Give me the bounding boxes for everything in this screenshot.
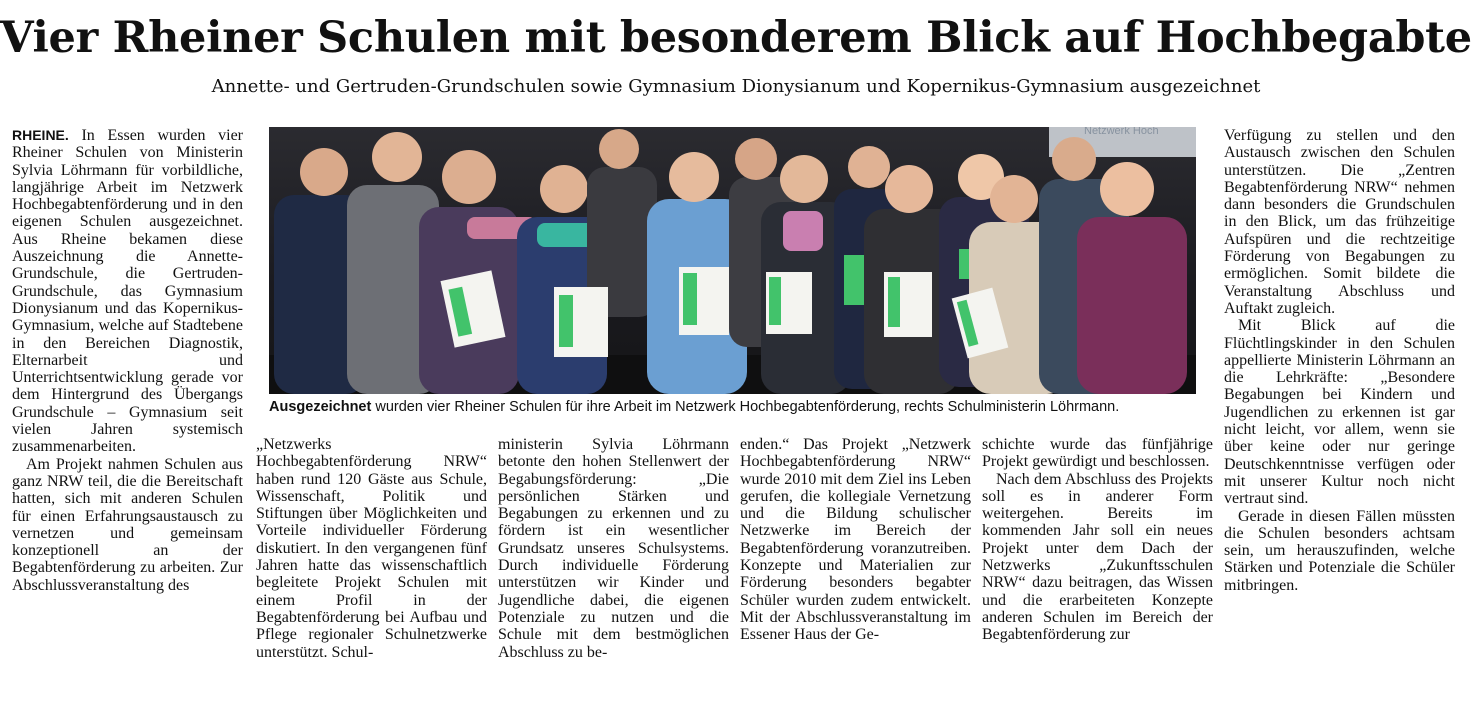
paragraph: ministerin Sylvia Löhrmann betonte den hohen Stellenwert der Begabungsförderung: „Die persönlichen Stärken und Begabungen zu erkennen und zu fördern ist ein wesentlicher Grundsatz unseres Schulsystems. Durch individuelle Förderung unterstützen wir Kinder und Jugendliche dabei, die eigenen Potenziale zu nutzen und die Schule mit dem bestmöglichen Abschluss zu be- — [498, 436, 729, 661]
article-column-1 — [12, 127, 243, 594]
backdrop-text: Netzwerk Hoch — [1084, 127, 1159, 137]
dateline: RHEINE. — [12, 127, 69, 143]
paragraph — [12, 127, 243, 456]
paragraph: enden.“ Das Projekt „Netzwerk Hochbegabtenförderung NRW“ wurde 2010 mit dem Ziel ins Leben gerufen, die kollegiale Vernetzung und die Bildung schulischer Netzwerke im Bereich der Begabtenförderung voranzutreiben. Konzepte und Materialien zur Förderung besonders begabter Schüler wurden zudem entwickelt. Mit der Abschlussveranstaltung im Essener Haus der Ge- — [740, 436, 971, 644]
photo-caption — [269, 397, 1196, 417]
article-column-2 — [256, 436, 487, 661]
paragraph: Am Projekt nahmen Schulen aus ganz NRW teil, die die Bereitschaft hatten, sich mit anderen Schulen für einen Erfahrungsaustausch zu vernetzen und gemeinsam konzeptionell an der Begabtenförderung zu arbeiten. Zur Abschlussveranstaltung des — [12, 455, 243, 594]
paragraph: Nach dem Abschluss des Projekts soll es in anderer Form weitergehen. Bereits im kommenden Jahr soll ein neues Projekt unter dem Dach der Netzwerks „Zukunftsschulen NRW“ dazu beitragen, das Wissen und die erarbeiteten Konzepte anderen Schulen im Bereich der Begabtenförderung zur — [982, 470, 1213, 644]
paragraph: Mit Blick auf die Flüchtlingskinder in den Schulen appellierte Ministerin Löhrmann an die Lehrkräfte: „Besondere Begabungen bei Kindern und Jugendlichen zu erkennen ist gar nicht leicht, vor allem, wenn sie über keine oder nur geringe Deutschkenntnisse verfügen oder mit unserer Kultur noch nicht vertraut sind. — [1224, 317, 1455, 508]
paragraph: Verfügung zu stellen und den Austausch zwischen den Schulen unterstützen. Die „Zentren Begabtenförderung NRW“ nehmen dann besonders die Grundschulen in den Blick, um das frühzeitige Aufspüren und die rechtzeitige Förderung von Begabungen zu ermöglichen. Somit bildete die Veranstaltung Abschluss und Auftakt zugleich. — [1224, 127, 1455, 317]
article-column-4 — [740, 436, 971, 644]
caption-text: wurden vier Rheiner Schulen für ihre Arbeit im Netzwerk Hochbegabtenförderung, rechts Schulministerin Löhrmann. — [375, 399, 1120, 415]
headline: Vier Rheiner Schulen mit besonderem Blick auf Hochbegabte — [0, 13, 1472, 63]
paragraph: Gerade in diesen Fällen müssten die Schulen besonders achtsam sein, um herauszufinden, welche Stärken und Potenziale die Schüler mitbringen. — [1224, 507, 1455, 594]
paragraph: „Netzwerks Hochbegabtenförderung NRW“ haben rund 120 Gäste aus Schule, Wissenschaft, Politik und Stiftungen über Möglichkeiten und Vorteile individueller Förderung diskutiert. In den vergangenen fünf Jahren hatte das wissenschaftlich begleitete Projekt Schulen mit einem Profil in der Begabtenförderung bei Aufbau und Pflege regionaler Schulnetzwerke unterstützt. Schul- — [256, 436, 487, 661]
article-column-6 — [1224, 127, 1455, 594]
subheadline: Annette- und Gertruden-Grundschulen sowie Gymnasium Dionysianum und Kopernikus-Gymnasium ausgezeichnet — [211, 76, 1261, 97]
photo-illustration — [269, 127, 1196, 394]
paragraph: schichte wurde das fünfjährige Projekt gewürdigt und beschlossen. — [982, 436, 1213, 471]
caption-lead: Ausgezeichnet — [269, 399, 372, 415]
article-column-5 — [982, 436, 1213, 644]
group-photo — [269, 127, 1196, 394]
article-column-3 — [498, 436, 729, 661]
paragraph-text: In Essen wurden vier Rheiner Schulen von Ministerin Sylvia Löhrmann für vorbildliche, langjährige Arbeit im Netzwerk Hochbegabtenförderung und in den eigenen Schulen ausgezeichnet. Aus Rheine bekamen diese Auszeichnung die Annette-Grundschule, die Gertruden-Grundschule, das Gymnasium Dionysianum und das Kopernikus-Gymnasium, welche auf Stadtebene in den Bereichen Diagnostik, Elternarbeit und Unterrichtsentwicklung gerade vor dem Hintergrund des Übergangs Grundschule – Gymnasium seit vielen Jahren systemisch zusammenarbeiten. — [12, 127, 243, 456]
